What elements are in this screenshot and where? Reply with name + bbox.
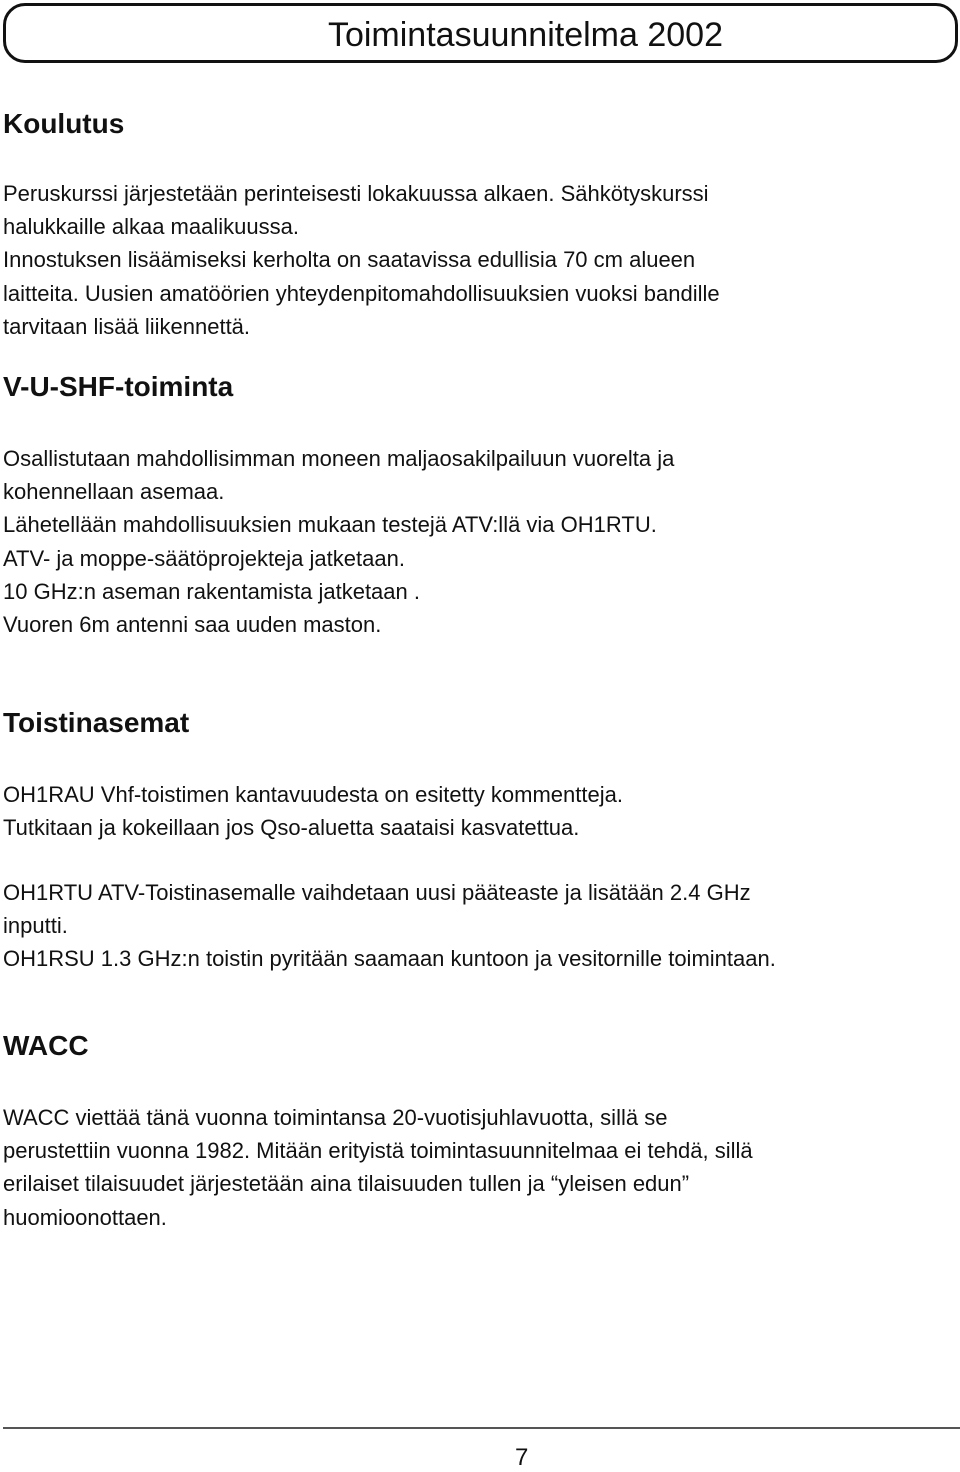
paragraph-wacc (3, 1101, 753, 1234)
text-line: OH1RTU ATV-Toistinasemalle vaihdetaan uusi pääteaste ja lisätään 2.4 GHz (3, 880, 751, 905)
paragraph-v-u-shf (3, 442, 674, 641)
text-line: Peruskurssi järjestetään perinteisesti lokakuussa alkaen. Sähkötyskurssi (3, 181, 709, 206)
text-line: tarvitaan lisää liikennettä. (3, 313, 251, 339)
page-title: Toimintasuunnitelma 2002 (327, 16, 723, 54)
section-heading-koulutus: Koulutus (3, 108, 125, 139)
text-line: 10 GHz:n aseman rakentamista jatketaan . (3, 578, 420, 604)
text-line: OH1RSU 1.3 GHz:n toistin pyritään saamaan kuntoon ja vesitornille toimintaan. (3, 946, 776, 972)
text-line: ATV- ja moppe-säätöprojekteja jatketaan. (3, 545, 405, 571)
text-line: Osallistutaan mahdollisimman moneen maljaosakilpailuun vuorelta ja (3, 446, 675, 471)
text-line: Vuoren 6m antenni saa uuden maston. (3, 612, 382, 638)
paragraph-toistinasemat-1 (3, 778, 623, 844)
text-line: inputti. (3, 913, 68, 939)
text-line: WACC viettää tänä vuonna toimintansa 20-vuotisjuhlavuotta, sillä se (3, 1105, 668, 1130)
text-line: perustettiin vuonna 1982. Mitään erityistä toimintasuunnitelmaa ei tehdä, sillä (3, 1138, 753, 1164)
text-line: halukkaille alkaa maalikuussa. (3, 214, 299, 240)
paragraph-toistinasemat-2 (3, 876, 776, 976)
text-line: huomioonottaen. (3, 1204, 167, 1230)
text-line: Lähetellään mahdollisuuksien mukaan testejä ATV:llä via OH1RTU. (3, 512, 657, 538)
text-line: laitteita. Uusien amatöörien yhteydenpitomahdollisuuksien vuoksi bandille (3, 280, 720, 306)
page-footer-rule (3, 1427, 960, 1429)
section-heading-wacc: WACC (3, 1030, 89, 1061)
text-line: OH1RAU Vhf-toistimen kantavuudesta on esitetty kommentteja. (3, 782, 623, 807)
text-line: Innostuksen lisäämiseksi kerholta on saatavissa edullisia 70 cm alueen (3, 247, 696, 273)
text-line: kohennellaan asemaa. (3, 479, 225, 505)
title-box (3, 3, 958, 63)
section-heading-v-u-shf: V-U-SHF-toiminta (3, 371, 234, 402)
section-heading-toistinasemat: Toistinasemat (3, 707, 190, 738)
text-line: erilaiset tilaisuudet järjestetään aina tilaisuuden tullen ja “yleisen edun” (3, 1171, 690, 1197)
page-number: 7 (515, 1444, 529, 1471)
text-line: Tutkitaan ja kokeillaan jos Qso-aluetta saataisi kasvatettua. (3, 815, 580, 841)
paragraph-koulutus (3, 177, 720, 343)
